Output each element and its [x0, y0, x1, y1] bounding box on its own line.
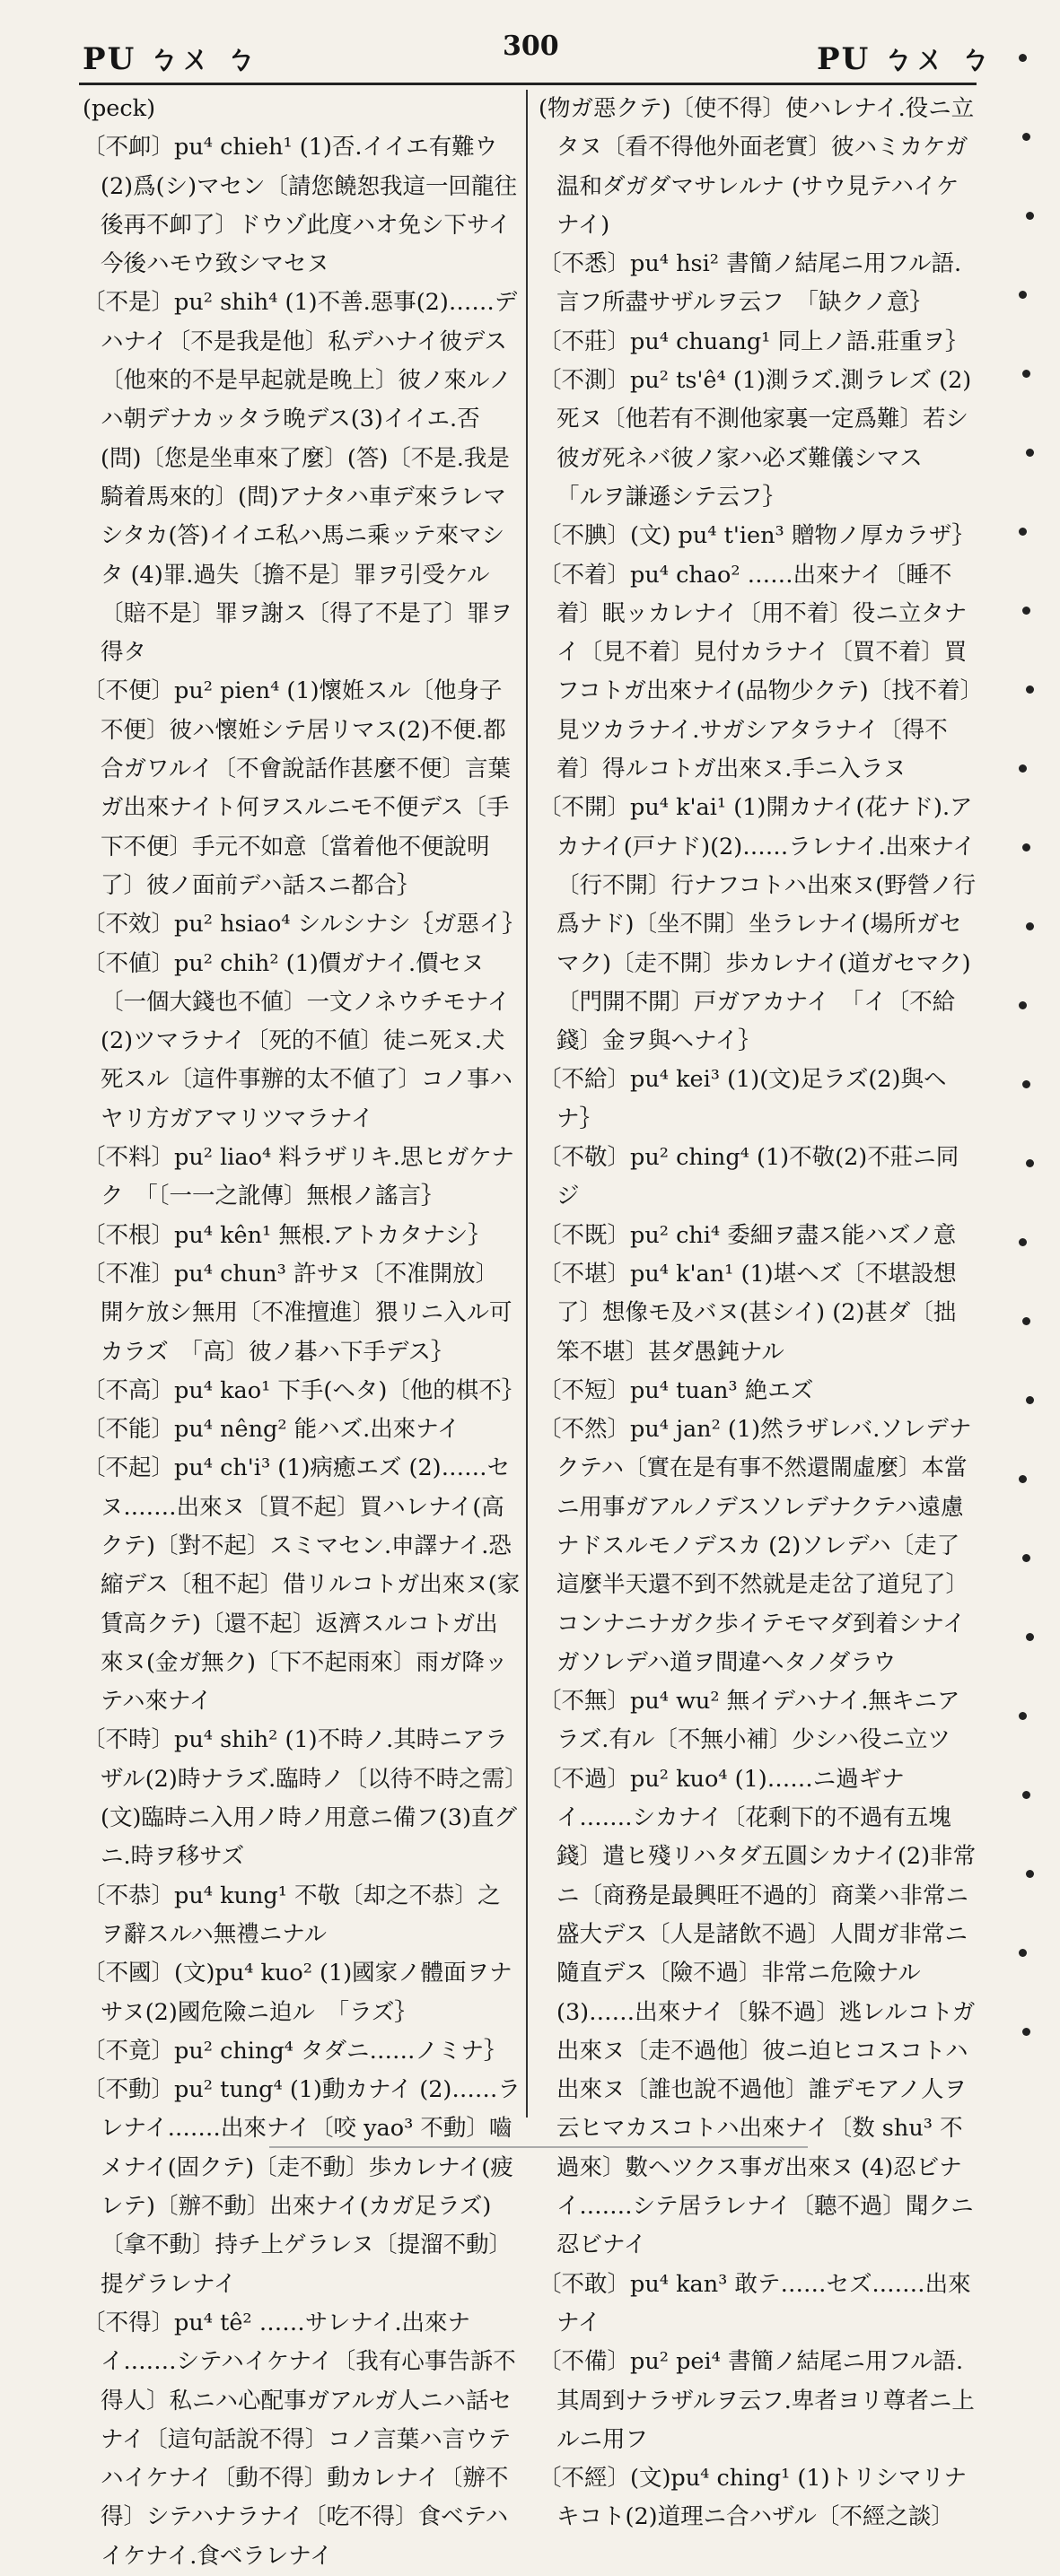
margin-dot	[1019, 1475, 1027, 1483]
dictionary-entry: 〔不堪〕pu⁴ k'an¹ (1)堪ヘズ〔不堪設想了〕想像モ及バヌ(甚シイ) (2)甚ダ〔拙笨不堪〕甚ダ愚鈍ナル	[539, 1260, 957, 1366]
margin-dot	[1026, 1396, 1034, 1404]
margin-dot	[1022, 1554, 1030, 1562]
margin-dot	[1019, 1001, 1027, 1009]
dictionary-entry: 〔不開〕pu⁴ k'ai¹ (1)開カナイ(花ナド).アカナイ(戸ナド)(2)……ラレナイ.出來ナイ〔行不開〕行ナフコトハ出來ヌ(野營ノ行爲ナド)〔坐不開〕坐ラレナイ(場所ガセマク)〔走不開〕歩カレナイ(道ガセマク)〔門開不開〕戸ガアカナイ 「イ〔不給錢〕金ヲ與ヘナイ｝	[539, 794, 977, 1055]
margin-dot	[1026, 1633, 1034, 1641]
dictionary-entry: 〔不料〕pu² liao⁴ 料ラザリキ.思ヒガケナク 「〔一一之訛傳〕無根ノ謠言｝	[83, 1144, 514, 1210]
dictionary-entry: 〔不莊〕pu⁴ chuang¹ 同上ノ語.莊重ヲ｝	[539, 327, 968, 355]
dictionary-entry: 〔不准〕pu⁴ chun³ 許サヌ〔不准開放〕開ケ放シ無用〔不准擅進〕猥リニ入ル可カラズ 「高〕彼ノ碁ハ下手デス｝	[83, 1260, 512, 1366]
margin-dot	[1022, 133, 1030, 141]
margin-dot	[1019, 291, 1027, 299]
page-number: 300	[503, 31, 559, 62]
margin-dot	[1019, 1712, 1027, 1720]
dictionary-entry: 〔不測〕pu² ts'ê⁴ (1)測ラズ.測ラレズ (2)死ヌ〔他若有不測他家裏一定爲難〕若シ彼ガ死ネバ彼ノ家ハ必ズ難儀シマス 「ルヲ謙遜シテ云フ｝	[539, 367, 972, 511]
dictionary-entry: 〔不動〕pu² tung⁴ (1)動カナイ (2)……ラレナイ.……出來ナイ〔咬 yao³ 不動〕嚙メナイ(固クテ)〔走不動〕歩カレナイ(疲レテ)〔辦不動〕出來ナイ(カガ足ラズ)〔拿不動〕持チ上ゲラレヌ〔提溜不動〕提ゲラレナイ	[83, 2076, 521, 2298]
margin-dot	[1019, 764, 1027, 773]
dictionary-entry: 〔不是〕pu² shih⁴ (1)不善.惡事(2)……デハナイ〔不是我是他〕私デハナイ彼デス〔他來的不是早起就是晚上〕彼ノ來ルノハ朝デナカッタラ晩デス(3)イイエ.否(問)〔您是坐車來了麼〕(答)〔不是.我是騎着馬來的〕(問)アナタハ車デ來ラレマシタカ(答)イイエ私ハ馬ニ乘ッテ來マシタ (4)罪.過失〔擔不是〕罪ヲ引受ケル〔賠不是〕罪ヲ謝ス〔得了不是了〕罪ヲ得タ	[83, 289, 518, 667]
margin-dot	[1019, 1238, 1027, 1246]
margin-dot	[1026, 1159, 1034, 1167]
margin-dot	[1026, 449, 1034, 457]
dictionary-entry: (物ガ惡クテ)〔使不得〕使ハレナイ.役ニ立タヌ〔看不得他外面老實〕彼ハミカケガ温和ダガダマサレルナ (サウ見テハイケナイ)	[539, 95, 975, 239]
dictionary-entry: 〔不過〕pu² kuo⁴ (1)……ニ過ギナイ.……シカナイ〔花剩下的不過有五塊錢〕遣ヒ殘リハタダ五圓シカナイ(2)非常ニ〔商務是最興旺不過的〕商業ハ非常ニ盛大デス〔人是諸飲不過〕人間ガ非常ニ隨直デス〔險不過〕非常ニ危險ナル (3)……出來ナイ〔躲不過〕逃レルコトガ出來ヌ〔走不過他〕彼ニ迫ヒコスコトハ出來ヌ〔誰也說不過他〕誰デモアノ人ヲ云ヒマカスコトハ出來ナイ〔数 shu³ 不過來〕數ヘツクス事ガ出來ヌ (4)忍ビナイ.……シテ居ラレナイ〔聽不過〕聞クニ忍ビナイ	[539, 1765, 977, 2259]
dictionary-entry: 〔不經〕(文)pu⁴ ching¹ (1)トリシマリナキコト(2)道理ニ合ハザル〔不經之談〕	[539, 2465, 968, 2531]
margin-dot	[1026, 922, 1034, 930]
margin-dot	[1022, 1317, 1030, 1325]
margin-dot	[1019, 54, 1027, 62]
dictionary-entry: 〔不既〕pu² chi⁴ 委細ヲ盡ス能ハズノ意	[539, 1221, 957, 1249]
dictionary-entry: 〔不國〕(文)pu⁴ kuo² (1)國家ノ體面ヲナサヌ(2)國危險ニ迫ル 「ラズ｝	[83, 1960, 512, 2026]
dictionary-entry: 〔不起〕pu⁴ ch'i³ (1)病癒エズ (2)……セヌ.……出來ヌ〔買不起〕買ハレナイ(高クテ)〔對不起〕スミマセン.申譯ナイ.恐縮デス〔租不起〕借リルコトガ出來ヌ(家賃高クテ)〔還不起〕返濟スルコトガ出來ヌ(金ガ無ク)〔下不起雨來〕雨ガ降ッテハ來ナイ	[83, 1454, 521, 1716]
header-right: PU ㄅㄨ ㄅ	[817, 41, 992, 77]
dictionary-entry: 〔不卹〕pu⁴ chieh¹ (1)否.イイエ有難ウ(2)爲(シ)マセン〔請您饒恕我這一回龍往後再不卹了〕ドウゾ此度ハオ免シ下サイ今後ハモウ致シマセヌ	[83, 134, 518, 278]
right-column	[539, 90, 977, 2537]
dictionary-entry: 〔不腆〕(文) pu⁴ t'ien³ 贈物ノ厚カラザ｝	[539, 522, 975, 550]
dictionary-entry: 〔不無〕pu⁴ wu² 無イデハナイ.無キニアラズ.有ル〔不無小補〕少シハ役ニ立ツ	[539, 1688, 960, 1754]
dictionary-entry: 〔不效〕pu² hsiao⁴ シルシナシ｛ガ惡イ｝	[83, 911, 525, 939]
dictionary-entry: 〔不便〕pu² pien⁴ (1)懷姙スル〔他身子不便〕彼ハ懷姙シテ居リマス(2)不便.都合ガワルイ〔不會說話作甚麼不便〕言葉ガ出來ナイト何ヲスルニモ不便デス〔手下不便〕手元不如意〔當着他不便說明了〕彼ノ面前デハ話スニ都合｝	[83, 677, 511, 899]
dictionary-entry: 〔不備〕pu² pei⁴ 書簡ノ結尾ニ用フル語.其周到ナラザルヲ云フ.卑者ヨリ尊者ニ上ルニ用フ	[539, 2348, 975, 2453]
margin-dot	[1022, 1791, 1030, 1799]
dictionary-entry: 〔不高〕pu⁴ kao¹ 下手(ヘタ)〔他的棋不｝	[83, 1376, 525, 1404]
dictionary-entry: 〔不恭〕pu⁴ kung¹ 不敬〔却之不恭〕之ヲ辭スルハ無禮ニナル	[83, 1882, 501, 1948]
dictionary-entry: 〔不値〕pu² chih² (1)價ガナイ.價セヌ〔一個大錢也不値〕一文ノネウチモナイ(2)ツマラナイ〔死的不値〕徒ニ死ヌ.犬死スル〔這件事辦的太不値了〕コノ事ハヤリ方ガアマリツマラナイ	[83, 949, 513, 1132]
dictionary-entry: 〔不竟〕pu² ching⁴ タダニ……ノミナ｝	[83, 2037, 507, 2065]
margin-marks	[1010, 0, 1046, 2161]
margin-dot	[1019, 528, 1027, 536]
margin-dot	[1022, 607, 1030, 615]
margin-dot	[1026, 212, 1034, 220]
dictionary-entry: 〔不然〕pu⁴ jan² (1)然ラザレバ.ソレデナクテハ〔實在是有事不然還閙虛麼〕本當ニ用事ガアルノデスソレデナクテハ遠慮ナドスルモノデスカ (2)ソレデハ〔走了這麼半天還不到不然就是走岔了道兒了〕コンナニナガク歩イテモマダ到着シナイガソレデハ道ヲ間違ヘタノダラウ	[539, 1416, 972, 1676]
column-divider	[526, 90, 528, 2118]
header-left: PU ㄅㄨ ㄅ	[83, 41, 258, 77]
dictionary-entry: 〔不給〕pu⁴ kei³ (1)(文)足ラズ(2)與ヘナ｝	[539, 1066, 947, 1132]
margin-dot	[1022, 843, 1030, 851]
margin-dot	[1022, 370, 1030, 378]
dictionary-entry: 〔不短〕pu⁴ tuan³ 絶エズ	[539, 1376, 814, 1404]
margin-dot	[1019, 1949, 1027, 1957]
margin-dot	[1026, 1870, 1034, 1878]
left-column	[83, 90, 525, 2576]
dictionary-entry: 〔不悉〕pu⁴ hsi² 書簡ノ結尾ニ用フル語.言フ所盡サザルヲ云フ 「缺クノ意｝	[539, 250, 962, 317]
margin-dot	[1022, 1080, 1030, 1088]
dictionary-entry: 〔不得〕pu⁴ tê² ……サレナイ.出來ナイ.……シテハイケナイ〔我有心事告訴不得人〕私ニハ心配事ガアルガ人ニハ話セナイ〔這句話說不得〕コノ言葉ハ言ウテハイケナイ〔動不得〕動カレナイ〔辦不得〕シテハナラナイ〔吃不得〕食ベテハイケナイ.食ベラレナイ	[83, 2309, 516, 2570]
dictionary-entry: 〔不能〕pu⁴ nêng² 能ハズ.出來ナイ	[83, 1416, 460, 1444]
dictionary-entry: 〔不根〕pu⁴ kên¹ 無根.アトカタナシ｝	[83, 1221, 491, 1249]
dictionary-entry: (peck)	[83, 95, 156, 122]
dictionary-entry: 〔不時〕pu⁴ shih² (1)不時ノ.其時ニアラザル(2)時ナラズ.臨時ノ〔以待不時之需〕(文)臨時ニ入用ノ時ノ用意ニ備フ(3)直グニ.時ヲ移サズ	[83, 1726, 518, 1871]
header-rule	[79, 83, 977, 85]
page-bottom-line	[269, 2146, 808, 2148]
margin-dot	[1026, 685, 1034, 694]
margin-dot	[1022, 2028, 1030, 2036]
dictionary-entry: 〔不着〕pu⁴ chao² ……出來ナイ〔睡不着〕眠ッカレナイ〔用不着〕役ニ立タナイ〔見不着〕見付カラナイ〔買不着〕買フコトガ出來ナイ(品物少クテ)〔找不着〕見ツカラナイ.サガシアタラナイ〔得不着〕得ルコトガ出來ヌ.手ニ入ラヌ	[539, 561, 972, 783]
dictionary-entry: 〔不敬〕pu² ching⁴ (1)不敬(2)不莊ニ同ジ	[539, 1144, 959, 1210]
dictionary-entry: 〔不敢〕pu⁴ kan³ 敢テ……セズ.……出來ナイ	[539, 2270, 971, 2336]
page-header	[0, 0, 1060, 85]
